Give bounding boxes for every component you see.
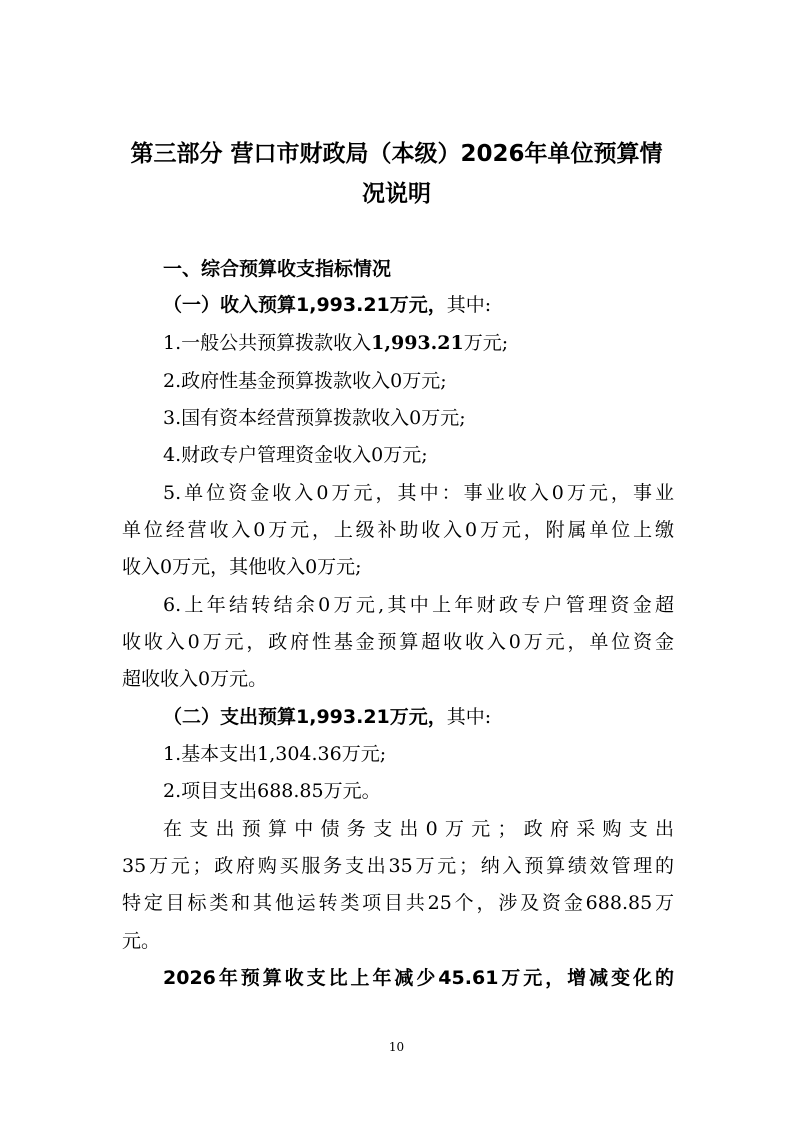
expense-paragraph-line-2: 35万元；政府购买服务支出35万元；纳入预算绩效管理的 xyxy=(122,855,674,877)
page-number: 10 xyxy=(388,1040,405,1054)
expense-item-1: 1.基本支出1,304.36万元; xyxy=(163,743,387,765)
expense-heading-rest: 其中: xyxy=(446,706,492,728)
income-heading xyxy=(163,292,674,318)
income-item-2: 2.政府性基金预算拨款收入0万元; xyxy=(163,370,447,392)
income-item-6-line-1: 6.上年结转结余0万元,其中上年财政专户管理资金超 xyxy=(163,594,674,616)
income-item-5-line-2: 单位经营收入0万元，上级补助收入0万元，附属单位上缴 xyxy=(122,519,674,541)
income-item-1-amount: 1,993.21 xyxy=(371,332,464,354)
income-item-5-line-3: 收入0万元，其他收入0万元; xyxy=(122,556,362,578)
expense-paragraph-line-3: 特定目标类和其他运转类项目共25个，涉及资金688.85万 xyxy=(122,892,674,914)
page-title xyxy=(100,134,693,214)
income-item-1-unit: 万元; xyxy=(463,332,509,354)
section-heading: 一、综合预算收支指标情况 xyxy=(163,258,392,280)
income-item-3: 3.国有资本经营预算拨款收入0万元; xyxy=(163,407,466,429)
income-item-6-line-2: 收收入0万元，政府性基金预算超收收入0万元，单位资金 xyxy=(122,631,674,653)
title-line-2: 况说明 xyxy=(362,181,431,207)
income-item-1 xyxy=(163,330,674,356)
summary-line: 2026年预算收支比上年减少45.61万元，增减变化的 xyxy=(163,967,674,989)
expense-item-2: 2.项目支出688.85万元。 xyxy=(163,780,381,802)
title-line-1: 第三部分 营口市财政局（本级）2026年单位预算情 xyxy=(130,141,663,167)
expense-paragraph-line-1: 在支出预算中债务支出0万元；政府采购支出 xyxy=(163,818,674,840)
income-heading-rest: 其中: xyxy=(446,294,492,316)
expense-heading xyxy=(163,704,674,730)
income-item-5-line-1: 5.单位资金收入0万元，其中：事业收入0万元，事业 xyxy=(163,482,674,504)
income-item-1-label: 1.一般公共预算拨款收入 xyxy=(163,332,372,354)
expense-paragraph-line-4: 元。 xyxy=(122,930,161,952)
expense-heading-bold: （二）支出预算1,993.21万元， xyxy=(163,706,447,728)
income-heading-bold: （一）收入预算1,993.21万元， xyxy=(163,294,447,316)
income-item-6-line-3: 超收收入0万元。 xyxy=(122,668,268,690)
income-item-4: 4.财政专户管理资金收入0万元; xyxy=(163,444,428,466)
